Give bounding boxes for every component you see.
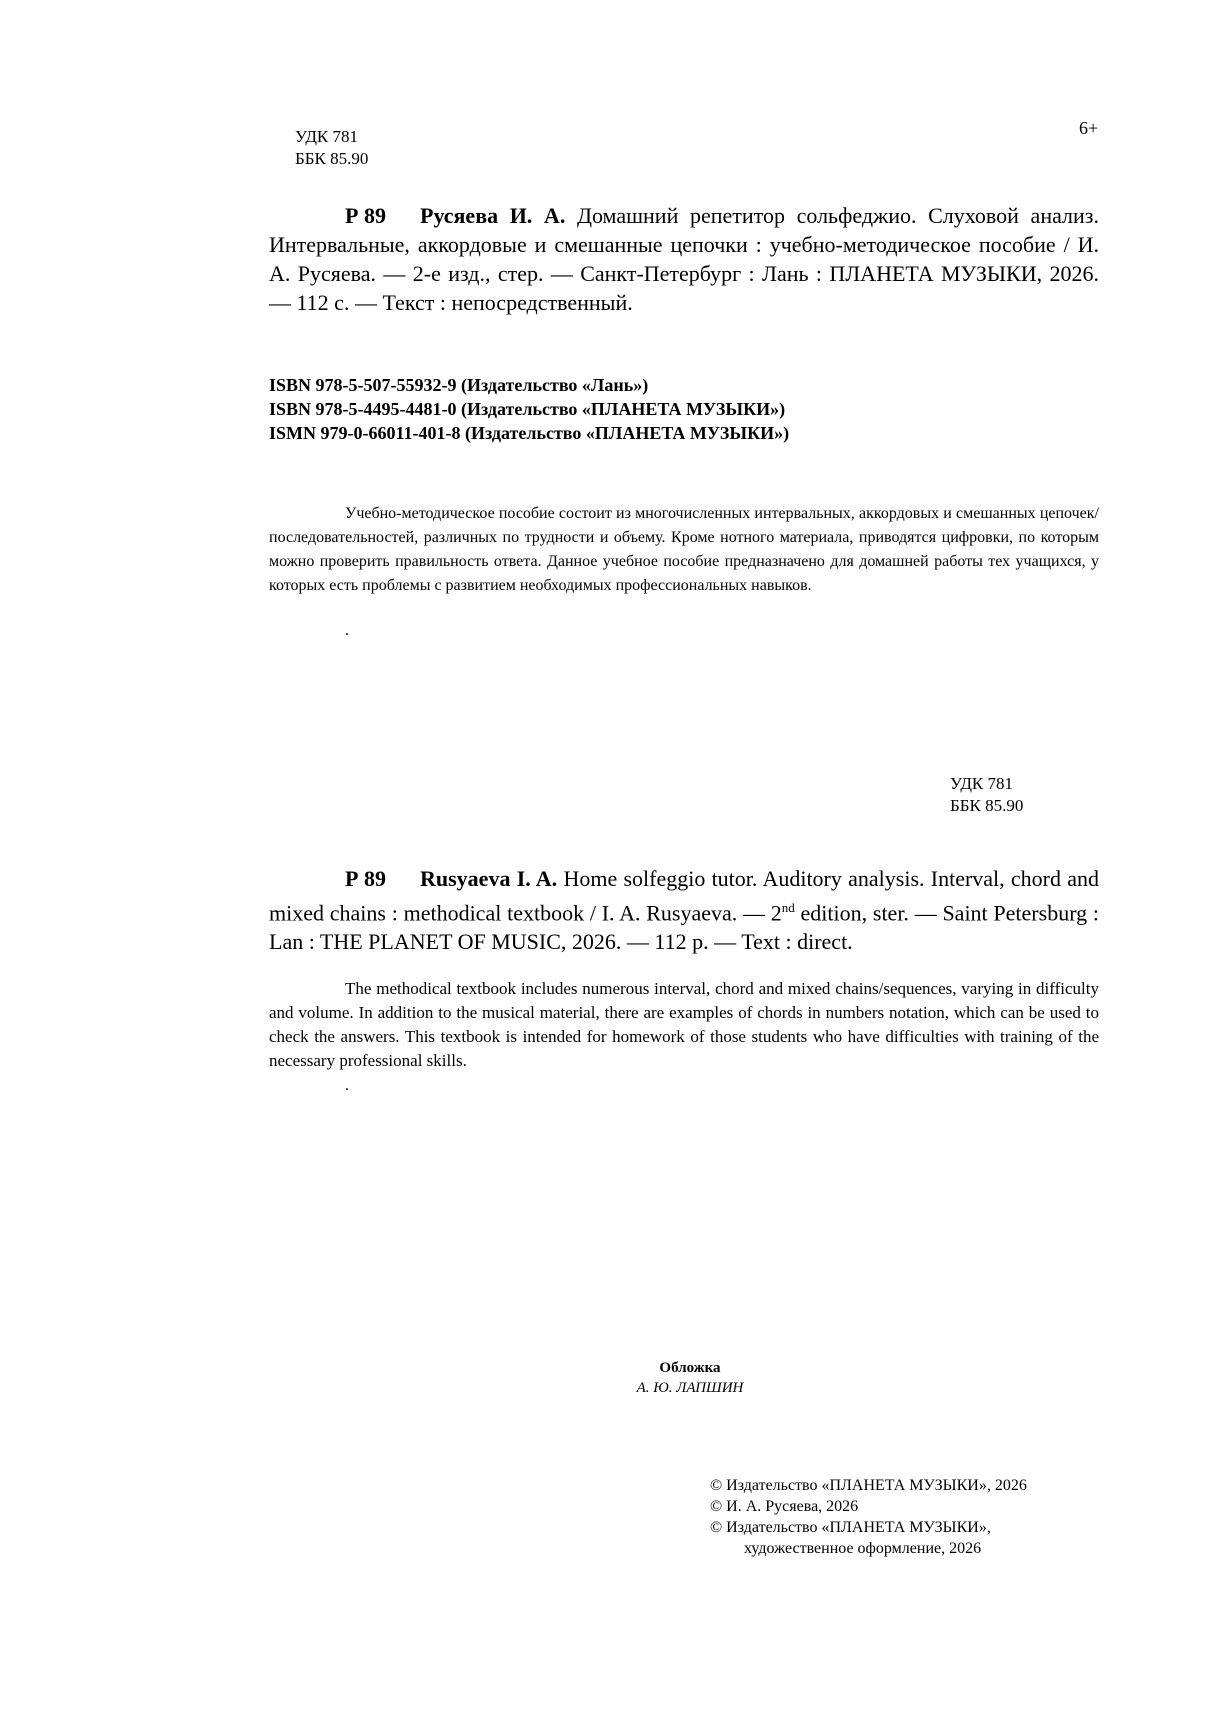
- ordinal-suffix: nd: [781, 900, 795, 915]
- copyright-publisher: © Издательство «ПЛАНЕТА МУЗЫКИ», 2026: [710, 1477, 1027, 1494]
- udk-bbk-middle: [950, 773, 1023, 817]
- copyright-design-cont: художественное оформление, 2026: [744, 1540, 982, 1557]
- udk-bbk-top: [295, 126, 368, 170]
- entry-description-en-end: edition, ster. — Saint Petersburg : Lan : THE PLANET OF MUSIC, 2026. — 112 p. — Text : direct.: [269, 900, 1099, 955]
- isbn-list: [269, 373, 789, 445]
- copyright-block: [710, 1475, 1027, 1559]
- entry-description-en: Home solfeggio tutor. Auditory analysis. Interval, chord and mixed chains : methodical textbook / I. A. Rusyaeva. — 2: [269, 866, 1100, 926]
- entry-author: Русяева И. А.: [420, 203, 566, 228]
- entry-code: Р 89: [345, 203, 386, 228]
- isbn-lan: ISBN 978-5-507-55932-9 (Издательство «Лань»): [269, 375, 649, 395]
- bbk-code-2: ББК 85.90: [950, 796, 1024, 815]
- ismn-planeta: ISMN 979-0-66011-401-8 (Издательство «ПЛАНЕТА МУЗЫКИ»): [269, 423, 790, 443]
- udk-code-2: УДК 781: [950, 774, 1014, 793]
- entry-code-en: Р 89: [345, 866, 386, 891]
- entry-author-en: Rusyaeva I. A.: [420, 866, 558, 891]
- age-rating: 6+: [1079, 118, 1099, 138]
- bibliographic-entry-en: [269, 864, 1099, 956]
- separator-dot-2: .: [345, 1077, 349, 1094]
- cover-designer: А. Ю. ЛАПШИН: [636, 1380, 744, 1396]
- copyright-design: © Издательство «ПЛАНЕТА МУЗЫКИ»,: [710, 1519, 991, 1536]
- copyright-author: © И. А. Русяева, 2026: [710, 1498, 859, 1515]
- entry-description: Домашний репетитор сольфеджио. Слуховой анализ. Интервальные, аккордовые и смешанные цепочки : учебно-методическое пособие / И. А. Русяева. — 2-е изд., стер. — Санкт-Петербург : Лань : ПЛАНЕТА МУЗЫКИ, 2026. — 112 с. — Текст : непосредственный.: [269, 203, 1099, 315]
- cover-label: Обложка: [659, 1360, 721, 1376]
- separator-dot: .: [345, 622, 349, 639]
- bbk-code: ББК 85.90: [295, 149, 369, 168]
- udk-code: УДК 781: [295, 127, 359, 146]
- bibliographic-entry-ru: [269, 201, 1099, 317]
- isbn-planeta: ISBN 978-5-4495-4481-0 (Издательство «ПЛАНЕТА МУЗЫКИ»): [269, 399, 786, 419]
- abstract-en: The methodical textbook includes numerous interval, chord and mixed chains/sequences, varying in difficulty and volume. In addition to the musical material, there are examples of chords in numbers notation, which can be used to check the answers. This textbook is intended for homework of those students who have difficulties with training of the necessary professional skills.: [269, 979, 1099, 1070]
- abstract-ru: Учебно-методическое пособие состоит из многочисленных интервальных, аккордовых и смешанных цепочек/последовательностей, различных по трудности и объему. Кроме нотного материала, приводятся цифровки, по которым можно проверить правильность ответа. Данное учебное пособие предназначено для домашней работы тех учащихся, у которых есть проблемы с развитием необходимых профессиональных навыков.: [269, 505, 1099, 594]
- cover-credit: [560, 1358, 820, 1398]
